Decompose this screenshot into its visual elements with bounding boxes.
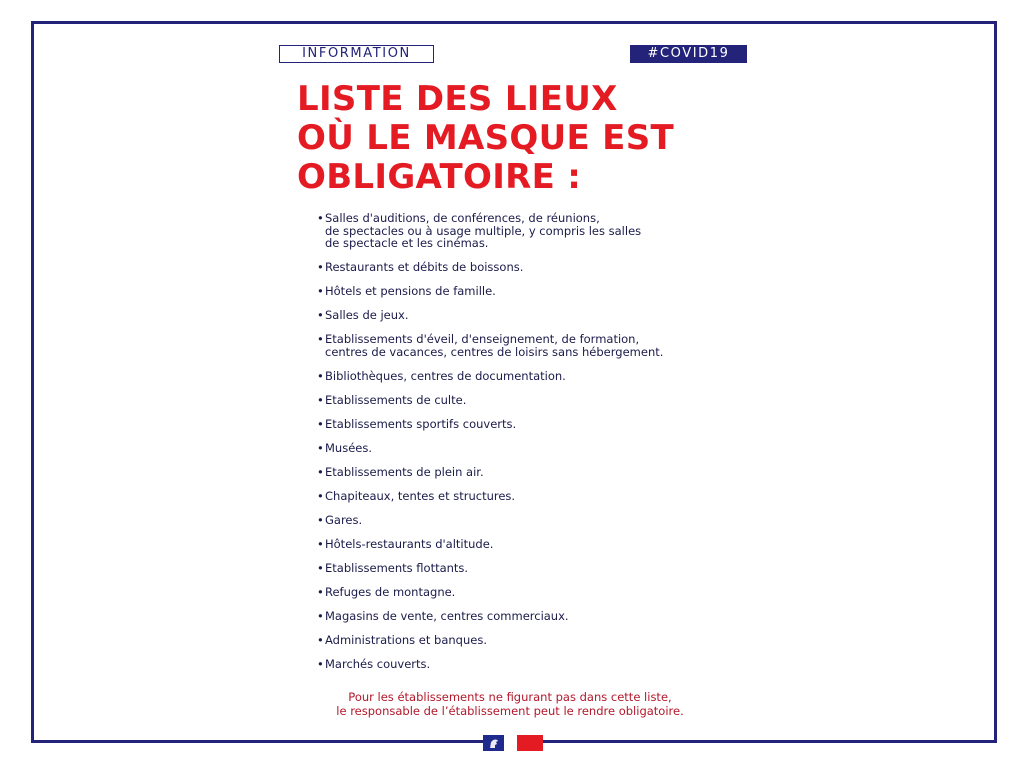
bullet: • xyxy=(317,488,324,503)
bullet: • xyxy=(317,416,324,431)
list-item xyxy=(317,658,737,671)
footer-note-line-1: Pour les établissements ne figurant pas dans cette liste, xyxy=(348,690,672,704)
list-item xyxy=(317,285,737,298)
list-item xyxy=(317,418,737,431)
footer-note-line-2: le responsable de l’établissement peut le rendre obligatoire. xyxy=(336,703,684,718)
bullet: • xyxy=(317,632,324,647)
list-item-text: Etablissements sportifs couverts. xyxy=(325,416,517,431)
list-item xyxy=(317,466,737,479)
bullet: • xyxy=(317,560,324,575)
flag-red-band xyxy=(517,735,543,751)
marianne-flag-logo-icon xyxy=(483,735,543,751)
title-line-3: OBLIGATOIRE : xyxy=(297,157,582,197)
flag-white-band xyxy=(504,735,517,751)
list-item-text: Etablissements de culte. xyxy=(325,392,467,407)
list-item-text: Salles d'auditions, de conférences, de réunions, de spectacles ou à usage multiple, y compris les salles de spectacle et les cinémas. xyxy=(325,211,642,250)
bullet: • xyxy=(317,368,324,383)
footer-note xyxy=(290,691,730,718)
list-item xyxy=(317,514,737,527)
title-line-1: LISTE DES LIEUX xyxy=(297,79,618,119)
information-tag: INFORMATION xyxy=(279,45,434,63)
list-item xyxy=(317,634,737,647)
bullet: • xyxy=(317,260,324,274)
flag-blue-band xyxy=(483,735,504,751)
page-title xyxy=(297,80,777,197)
list-item xyxy=(317,333,737,358)
list-item-text: Administrations et banques. xyxy=(325,632,487,647)
list-item xyxy=(317,442,737,455)
list-item-text: Bibliothèques, centres de documentation. xyxy=(325,368,566,383)
list-item-text: Hôtels-restaurants d'altitude. xyxy=(325,536,494,551)
list-item xyxy=(317,394,737,407)
bullet: • xyxy=(317,392,324,407)
bullet: • xyxy=(317,536,324,551)
list-item-text: Restaurants et débits de boissons. xyxy=(325,260,524,274)
list-item-text: Etablissements flottants. xyxy=(325,560,469,575)
list-item xyxy=(317,212,737,250)
list-item-text: Salles de jeux. xyxy=(325,308,409,322)
list-item-text: Etablissements de plein air. xyxy=(325,464,484,479)
list-item-text: Hôtels et pensions de famille. xyxy=(325,284,496,298)
list-item xyxy=(317,261,737,274)
bullet: • xyxy=(317,656,324,671)
venue-list xyxy=(317,212,737,682)
list-item xyxy=(317,538,737,551)
list-item xyxy=(317,562,737,575)
list-item-text: Musées. xyxy=(325,440,372,455)
bullet: • xyxy=(317,464,324,479)
list-item-text: Magasins de vente, centres commerciaux. xyxy=(325,608,569,623)
title-line-2: OÙ LE MASQUE EST xyxy=(297,118,674,158)
marianne-profile-icon xyxy=(487,736,501,750)
list-item xyxy=(317,586,737,599)
bullet: • xyxy=(317,608,324,623)
bullet: • xyxy=(317,284,324,298)
bullet: • xyxy=(317,584,324,599)
bullet: • xyxy=(317,332,324,346)
bullet: • xyxy=(317,512,324,527)
list-item-text: Marchés couverts. xyxy=(325,656,431,671)
list-item-text: Refuges de montagne. xyxy=(325,584,456,599)
bullet: • xyxy=(317,440,324,455)
list-item-text: Etablissements d'éveil, d'enseignement, de formation, centres de vacances, centres de loisirs sans hébergement. xyxy=(325,332,664,359)
list-item xyxy=(317,370,737,383)
list-item xyxy=(317,490,737,503)
list-item xyxy=(317,309,737,322)
list-item-text: Gares. xyxy=(325,512,363,527)
covid19-hashtag-tag: #COVID19 xyxy=(630,45,747,63)
bullet: • xyxy=(317,308,324,322)
list-item-text: Chapiteaux, tentes et structures. xyxy=(325,488,516,503)
bullet: • xyxy=(317,211,324,225)
list-item xyxy=(317,610,737,623)
